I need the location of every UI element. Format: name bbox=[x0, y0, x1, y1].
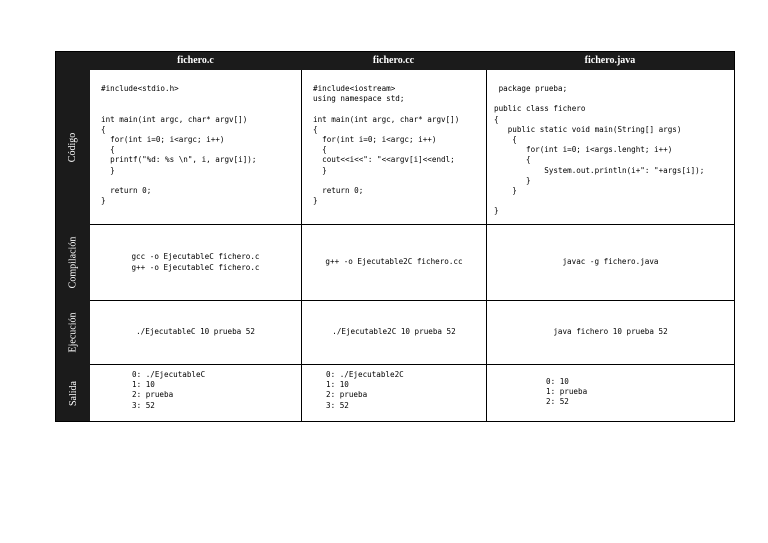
row-divider bbox=[90, 364, 734, 365]
column-header-java: fichero.java bbox=[584, 55, 636, 66]
code-c: #include<stdio.h> int main(int argc, char* argv[]) { for(int i=0; i<argc; i++) { printf("%d: %s \n", i, argv[i]); } return 0; } bbox=[101, 84, 257, 206]
run-c: ./EjecutableC 10 prueba 52 bbox=[136, 327, 255, 337]
output-java: 0: 10 1: prueba 2: 52 bbox=[546, 377, 588, 407]
output-c: 0: ./EjecutableC 1: 10 2: prueba 3: 52 bbox=[132, 370, 206, 410]
row-header-ejecucion: Ejecución bbox=[67, 312, 79, 353]
row-header-salida: Salida bbox=[67, 380, 79, 406]
code-java: package prueba; public class fichero { public static void main(String[] args) { for(int i=0; i<args.lenght; i++) { System.out.println(i+": "+args[i]); } } } bbox=[494, 84, 705, 216]
output-cc: 0: ./Ejecutable2C 1: 10 2: prueba 3: 52 bbox=[326, 370, 404, 410]
column-header-c: fichero.c bbox=[177, 55, 214, 66]
row-header-compilacion: Compilación bbox=[67, 236, 79, 289]
run-java: java fichero 10 prueba 52 bbox=[553, 327, 668, 337]
compile-cc: g++ -o Ejecutable2C fichero.cc bbox=[325, 257, 463, 267]
compile-c: gcc -o EjecutableC fichero.c g++ -o EjecutableC fichero.c bbox=[131, 252, 260, 272]
run-cc: ./Ejecutable2C 10 prueba 52 bbox=[332, 327, 456, 337]
row-header-codigo: Código bbox=[67, 132, 79, 162]
compile-java: javac -g fichero.java bbox=[562, 257, 659, 267]
comparison-table bbox=[55, 51, 735, 422]
column-header-cc: fichero.cc bbox=[372, 55, 415, 66]
code-cc: #include<iostream> using namespace std; int main(int argc, char* argv[]) { for(int i=0; i<argc; i++) { cout<<i<<": "<<argv[i]<<endl; } return 0; } bbox=[313, 84, 460, 206]
